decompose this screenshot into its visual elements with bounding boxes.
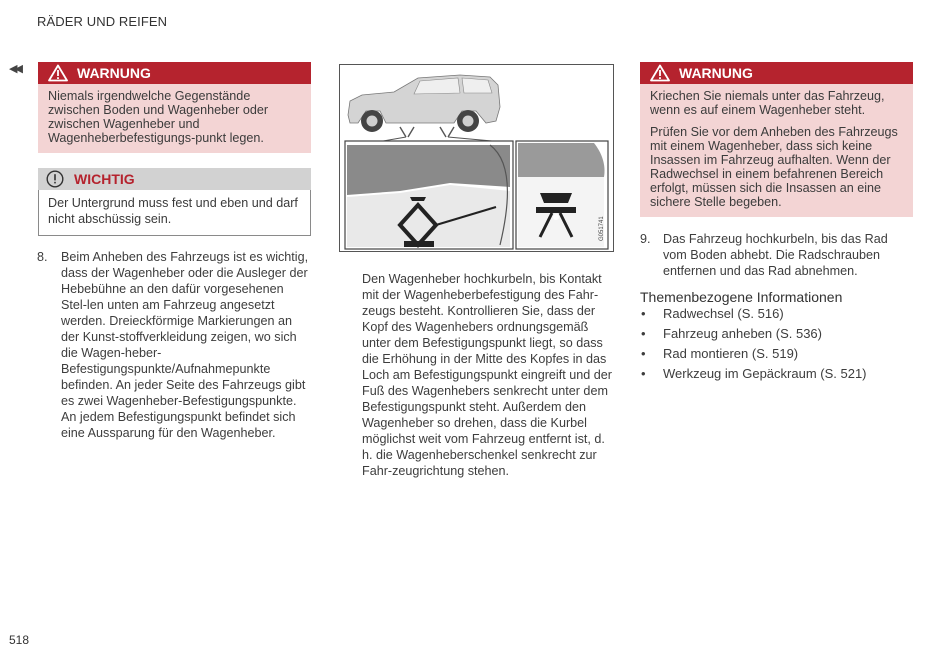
warning-header (38, 62, 311, 84)
important-label: WICHTIG (74, 171, 135, 187)
middle-text: Den Wagenheber hochkurbeln, bis Kontakt mit der Wagenheberbefestigung des Fahr-zeugs besteht. Kontrollieren Sie, dass der Kopf des Wagenhebers ordnungsgemäß unter dem Befestigungspunkt liegt, so dass die Erhöhung in der Mitte des Kopfes in das Loch am Befestigungspunkt eingreift und der Fuß des Wagenhebers senkrecht unter dem Befestigungspunkt steht. Außerdem den Wagenheber so drehen, dass die Kurbel möglichst weit vom Fahrzeug entfernt ist, d. h. die Wagenheberschenkel senkrecht zur Fahr-zeugrichtung stehen. (362, 272, 612, 478)
step-number: 8. (37, 250, 48, 264)
important-text: Der Untergrund muss fest und eben und darf nicht abschüssig sein. (38, 190, 311, 236)
warning-body (640, 84, 913, 217)
page-number: 518 (9, 633, 30, 647)
warning-box-right (640, 62, 913, 217)
related-info-list (640, 304, 910, 384)
exclamation-circle-icon (46, 170, 64, 188)
related-link-label: Werkzeug im Gepäckraum (S. 521) (663, 366, 867, 381)
bullet-icon: • (641, 306, 646, 321)
related-link[interactable] (640, 344, 910, 364)
jack-illustration-drawing (340, 65, 613, 251)
related-link[interactable] (640, 304, 910, 324)
figure-code: G051741 (599, 216, 605, 241)
related-link-label: Radwechsel (S. 516) (663, 306, 784, 321)
warning-paragraph: Prüfen Sie vor dem Anheben des Fahrzeugs mit einem Wagenheber, dass sich keine Insassen im Fahrzeug aufhalten. Wenn der Radwechsel in einem befahrenen Bereich erfolgt, müssen sich die Insassen an eine sichere Stelle begeben. (650, 125, 898, 209)
double-chevron-left-icon[interactable]: ◀◀ (9, 63, 20, 75)
warning-triangle-icon (650, 64, 670, 82)
step-text: Beim Anheben des Fahrzeugs ist es wichtig, dass der Wagenheber oder die Ausleger der Hebebühne an den dafür vorgesehenen Stel-len unten am Fahrzeug angesetzt werden. Dreieckförmige Markierungen an der Kunst-stoffverkleidung zeigen, wo sich die Wagen-heber-Befestigungspunkte/Aufnahmepunkte befinden. An jeder Seite des Fahrzeugs gibt es zwei Wagenheber-Befestigungspunkte. An jedem Befestigungspunkt befindet sich eine Aussparung für den Wagenheber. (61, 250, 309, 440)
bullet-icon: • (641, 346, 646, 361)
warning-header (640, 62, 913, 84)
jack-illustration (339, 64, 614, 252)
related-info-title: Themenbezogene Informationen (640, 289, 843, 305)
important-box (38, 168, 311, 236)
warning-paragraph: Kriechen Sie niemals unter das Fahrzeug, wenn es auf einem Wagenheber steht. (650, 89, 885, 117)
car-icon (348, 75, 500, 137)
important-header (38, 168, 311, 190)
warning-triangle-icon (48, 64, 68, 82)
bullet-icon: • (641, 326, 646, 341)
section-title: RÄDER UND REIFEN (37, 14, 168, 29)
warning-box-left (38, 62, 311, 153)
bullet-icon: • (641, 366, 646, 381)
warning-label: WARNUNG (77, 65, 151, 81)
related-link-label: Fahrzeug anheben (S. 536) (663, 326, 822, 341)
warning-label: WARNUNG (679, 65, 753, 81)
related-link[interactable] (640, 364, 910, 384)
step-text: Das Fahrzeug hochkurbeln, bis das Rad vom Boden abhebt. Die Radschrauben entfernen und das Rad abnehmen. (663, 232, 888, 278)
related-link-label: Rad montieren (S. 519) (663, 346, 799, 361)
related-link[interactable] (640, 324, 910, 344)
step-number: 9. (640, 232, 651, 246)
warning-text: Niemals irgendwelche Gegenstände zwischen Boden und Wagenheber oder zwischen Wagenheber und Wagenheberbefestigungs-punkt legen. (38, 84, 311, 153)
